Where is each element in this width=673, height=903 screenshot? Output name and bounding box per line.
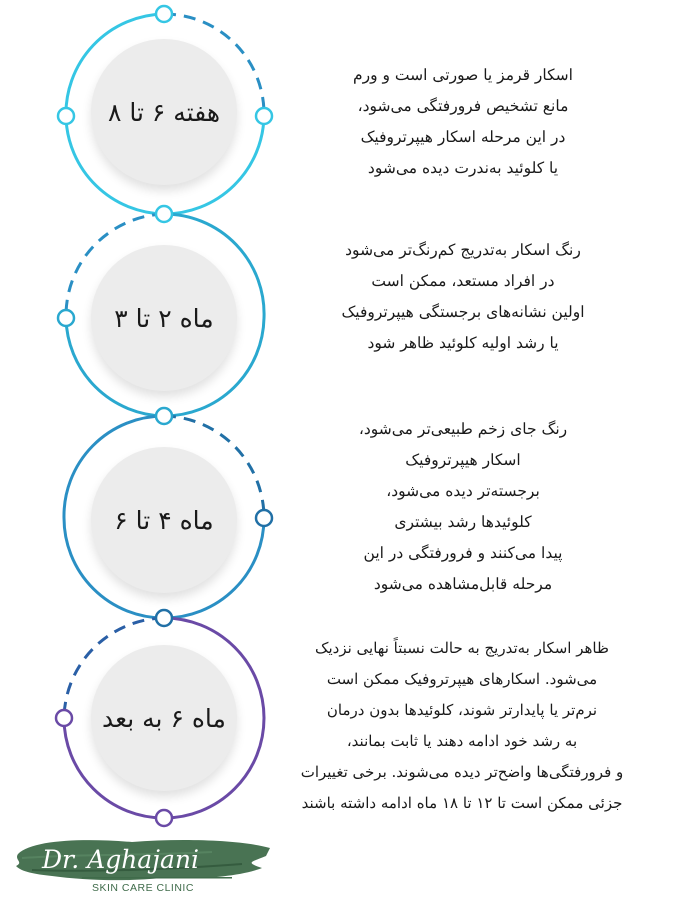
stage-2-description: [308, 235, 618, 359]
node-dot: [256, 510, 272, 526]
description-line: مانع تشخیص فرورفتگی می‌شود،: [357, 97, 569, 115]
stage-1-circle: [91, 39, 237, 185]
node-dot: [58, 108, 74, 124]
description-line: اسکار هیپرتروفیک: [405, 451, 521, 469]
stage-2-label: ماه ۲ تا ۳: [114, 303, 214, 333]
node-dot: [56, 710, 72, 726]
node-dot: [156, 810, 172, 826]
description-line: در افراد مستعد، ممکن است: [371, 272, 555, 290]
stage-4-description: [262, 633, 662, 819]
stage-3-label: ماه ۴ تا ۶: [114, 505, 214, 535]
description-line: و فرورفتگی‌ها واضح‌تر دیده می‌شوند. برخی تغییرات: [300, 763, 624, 781]
logo-underline: [82, 877, 232, 879]
stage-4-circle: [91, 645, 237, 791]
clinic-logo: [12, 832, 274, 898]
node-dot: [156, 610, 172, 626]
stage-2-circle: [91, 245, 237, 391]
description-line: اولین نشانه‌های برجستگی هیپرتروفیک: [341, 303, 585, 321]
logo-tagline: SKIN CARE CLINIC: [92, 882, 194, 894]
description-line: مرحله قابل‌مشاهده می‌شود: [373, 575, 553, 593]
stage-1-description: [318, 60, 608, 184]
description-line: یا رشد اولیه کلوئید ظاهر شود: [367, 334, 559, 352]
description-line: یا کلوئید به‌ندرت دیده می‌شود: [367, 159, 559, 177]
node-dot: [156, 206, 172, 222]
description-line: ظاهر اسکار به‌تدریج به حالت نسبتاً نهایی نزدیک: [315, 639, 609, 657]
stage-1-label: هفته ۶ تا ۸: [107, 97, 221, 127]
description-line: کلوئیدها رشد بیشتری: [394, 513, 532, 531]
description-line: نرم‌تر یا پایدارتر شوند، کلوئیدها بدون درمان: [326, 701, 598, 719]
description-line: اسکار قرمز یا صورتی است و ورم: [353, 66, 573, 84]
description-line: رنگ اسکار به‌تدریج کم‌رنگ‌تر می‌شود: [345, 241, 581, 259]
logo-name: Dr. Aghajani: [42, 845, 199, 874]
description-line: به رشد خود ادامه دهند یا ثابت بمانند،: [346, 732, 578, 750]
node-dot: [256, 108, 272, 124]
stage-3-circle: [91, 447, 237, 593]
description-line: در این مرحله اسکار هیپرتروفیک: [360, 128, 566, 146]
node-dot: [156, 408, 172, 424]
stage-4-label: ماه ۶ به بعد: [102, 703, 226, 733]
description-line: جزئی ممکن است تا ۱۲ تا ۱۸ ماه ادامه داشته باشند: [301, 794, 623, 812]
description-line: پیدا می‌کنند و فرورفتگی در این: [363, 544, 563, 562]
description-line: می‌شود. اسکارهای هیپرتروفیک ممکن است: [326, 670, 598, 688]
node-dot: [156, 6, 172, 22]
stage-3-description: [318, 414, 608, 600]
node-dot: [58, 310, 74, 326]
description-line: رنگ جای زخم طبیعی‌تر می‌شود،: [358, 420, 568, 438]
description-line: برجسته‌تر دیده می‌شود،: [386, 482, 540, 500]
